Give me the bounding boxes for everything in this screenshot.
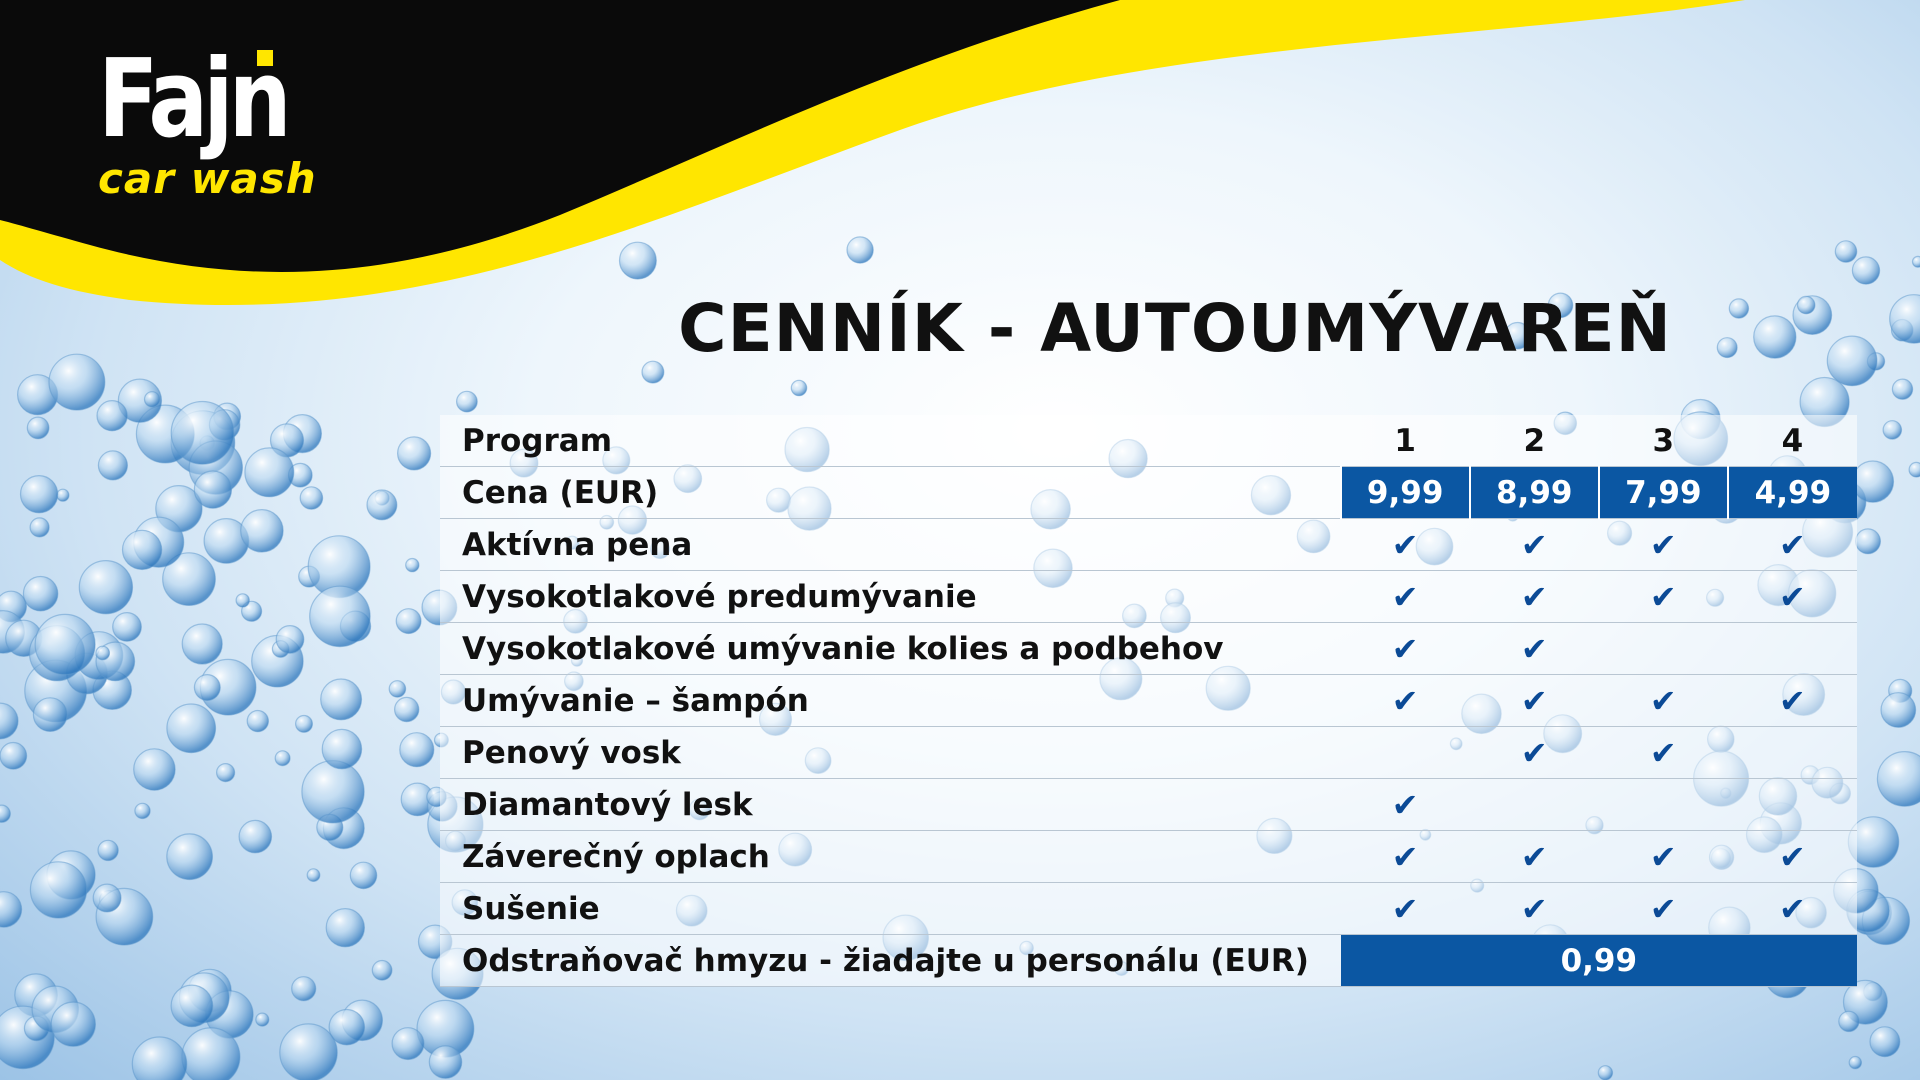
water-droplet xyxy=(1839,1011,1859,1031)
checkmark-icon: ✔ xyxy=(1649,681,1677,720)
water-droplet xyxy=(367,490,397,520)
service-cell xyxy=(1341,883,1470,935)
checkmark-icon: ✔ xyxy=(1649,837,1677,876)
checkmark-icon: ✔ xyxy=(1779,525,1806,564)
service-cell xyxy=(1341,727,1470,779)
water-droplet xyxy=(171,402,234,465)
water-droplet xyxy=(241,510,283,552)
service-row xyxy=(440,883,1857,935)
water-droplet xyxy=(389,681,405,697)
water-droplet xyxy=(132,1037,186,1080)
water-droplet xyxy=(1849,1057,1861,1069)
water-droplet xyxy=(57,489,69,501)
water-droplet xyxy=(398,437,431,470)
checkmark-icon: ✔ xyxy=(1779,577,1806,616)
water-droplet xyxy=(1598,1066,1612,1080)
checkmark-icon: ✔ xyxy=(1391,629,1419,668)
water-droplet xyxy=(51,1002,95,1046)
service-label: Aktívna pena xyxy=(440,519,1341,571)
checkmark-icon: ✔ xyxy=(1520,733,1548,772)
water-droplet xyxy=(296,716,313,733)
service-cell xyxy=(1599,779,1728,831)
checkmark-icon: ✔ xyxy=(1391,837,1419,876)
water-droplet xyxy=(236,594,249,607)
water-droplet xyxy=(194,675,220,701)
service-row xyxy=(440,519,1857,571)
water-droplet xyxy=(0,703,18,739)
service-cell xyxy=(1470,727,1599,779)
water-droplet xyxy=(1892,379,1912,399)
checkmark-icon: ✔ xyxy=(1391,681,1419,720)
logo-wordmark: Fajn xyxy=(98,37,287,162)
water-droplet xyxy=(307,869,320,882)
water-droplet xyxy=(135,803,150,818)
water-droplet xyxy=(322,729,361,768)
water-droplet xyxy=(145,392,160,407)
service-label: Vysokotlakové predumývanie xyxy=(440,571,1341,623)
service-cell xyxy=(1728,883,1857,935)
checkmark-icon: ✔ xyxy=(1520,837,1548,876)
water-droplet xyxy=(182,624,222,664)
price-row xyxy=(440,467,1857,519)
water-droplet xyxy=(396,609,421,634)
water-droplet xyxy=(372,961,392,981)
service-row xyxy=(440,779,1857,831)
water-droplet xyxy=(239,820,271,852)
water-droplet xyxy=(400,733,434,767)
water-droplet xyxy=(171,985,213,1027)
water-droplet xyxy=(33,698,67,732)
program-price: 4,99 xyxy=(1728,467,1857,519)
checkmark-icon: ✔ xyxy=(1520,525,1548,564)
program-number: 3 xyxy=(1599,415,1728,467)
checkmark-icon: ✔ xyxy=(1649,577,1677,616)
water-droplet xyxy=(30,862,86,918)
logo xyxy=(98,37,318,203)
service-row xyxy=(440,623,1857,675)
service-cell xyxy=(1470,675,1599,727)
service-row xyxy=(440,571,1857,623)
water-droplet xyxy=(20,476,57,513)
water-droplet xyxy=(292,977,316,1001)
water-droplet xyxy=(0,805,10,822)
water-droplet xyxy=(79,561,132,614)
checkmark-icon: ✔ xyxy=(1649,733,1677,772)
water-droplet xyxy=(123,530,162,569)
water-droplet xyxy=(0,892,22,927)
program-number: 2 xyxy=(1470,415,1599,467)
water-droplet xyxy=(27,417,49,439)
service-cell xyxy=(1341,519,1470,571)
checkmark-icon: ✔ xyxy=(1520,577,1548,616)
water-droplet xyxy=(23,577,57,611)
water-droplet xyxy=(0,743,27,770)
water-droplet xyxy=(113,613,142,642)
service-cell xyxy=(1599,623,1728,675)
water-droplet xyxy=(395,697,419,721)
program-price: 9,99 xyxy=(1341,467,1470,519)
water-droplet xyxy=(49,354,105,410)
service-label: Vysokotlakové umývanie kolies a podbehov xyxy=(440,623,1341,675)
extra-service-row xyxy=(440,935,1857,987)
water-droplet xyxy=(98,840,118,860)
water-droplet xyxy=(247,711,268,732)
water-droplet xyxy=(98,451,127,480)
water-droplet xyxy=(1852,461,1893,502)
service-cell xyxy=(1728,727,1857,779)
service-cell xyxy=(1341,675,1470,727)
water-droplet xyxy=(310,586,370,646)
logo-tagline: car wash xyxy=(98,154,317,203)
program-price: 8,99 xyxy=(1470,467,1599,519)
water-droplet xyxy=(1881,693,1916,728)
service-row xyxy=(440,675,1857,727)
program-price: 7,99 xyxy=(1599,467,1728,519)
price-label: Cena (EUR) xyxy=(440,467,1341,519)
water-droplet xyxy=(429,1046,461,1078)
service-cell xyxy=(1728,519,1857,571)
service-cell xyxy=(1728,675,1857,727)
water-droplet xyxy=(1883,421,1901,439)
checkmark-icon: ✔ xyxy=(1391,525,1419,564)
service-label: Umývanie – šampón xyxy=(440,675,1341,727)
checkmark-icon: ✔ xyxy=(1520,681,1548,720)
service-cell xyxy=(1599,571,1728,623)
service-cell xyxy=(1470,571,1599,623)
water-droplet xyxy=(275,751,290,766)
program-header-row xyxy=(440,415,1857,467)
program-number: 4 xyxy=(1728,415,1857,467)
price-table-body xyxy=(440,415,1857,987)
water-droplet xyxy=(280,1024,337,1080)
checkmark-icon: ✔ xyxy=(1391,785,1419,824)
water-droplet xyxy=(97,401,127,431)
water-droplet xyxy=(457,391,478,412)
water-droplet xyxy=(1877,752,1920,807)
service-label: Penový vosk xyxy=(440,727,1341,779)
water-droplet xyxy=(217,764,235,782)
water-droplet xyxy=(392,1028,424,1060)
service-cell xyxy=(1728,571,1857,623)
water-droplet xyxy=(245,448,294,497)
water-droplet xyxy=(276,626,304,654)
water-droplet xyxy=(791,380,806,395)
checkmark-icon: ✔ xyxy=(1649,889,1677,928)
checkmark-icon: ✔ xyxy=(1391,577,1419,616)
service-label: Sušenie xyxy=(440,883,1341,935)
service-cell xyxy=(1341,571,1470,623)
service-label: Záverečný oplach xyxy=(440,831,1341,883)
checkmark-icon: ✔ xyxy=(1779,889,1806,928)
service-cell xyxy=(1599,831,1728,883)
service-cell xyxy=(1728,779,1857,831)
extra-service-price: 0,99 xyxy=(1341,935,1857,987)
service-cell xyxy=(1728,831,1857,883)
checkmark-icon: ✔ xyxy=(1649,525,1677,564)
checkmark-icon: ✔ xyxy=(1391,889,1419,928)
checkmark-icon: ✔ xyxy=(1779,837,1806,876)
service-cell xyxy=(1470,623,1599,675)
service-row xyxy=(440,831,1857,883)
service-cell xyxy=(1470,519,1599,571)
water-droplet xyxy=(30,518,49,537)
service-cell xyxy=(1470,883,1599,935)
water-droplet xyxy=(300,487,322,509)
service-cell xyxy=(1599,675,1728,727)
service-cell xyxy=(1599,727,1728,779)
water-droplet xyxy=(302,761,364,823)
water-droplet xyxy=(1870,1027,1900,1057)
service-cell xyxy=(1341,623,1470,675)
water-droplet xyxy=(167,704,216,753)
water-droplet xyxy=(1835,241,1856,262)
water-droplet xyxy=(167,834,213,880)
price-table xyxy=(440,415,1857,987)
checkmark-icon: ✔ xyxy=(1520,889,1548,928)
water-droplet xyxy=(134,749,175,790)
program-header-label: Program xyxy=(440,415,1341,467)
water-droplet xyxy=(350,862,376,888)
water-droplet xyxy=(406,559,419,572)
water-droplet xyxy=(1856,529,1881,554)
page-title: CENNÍK - AUTOUMÝVAREŇ xyxy=(678,290,1672,367)
water-droplet xyxy=(256,1013,269,1026)
service-cell xyxy=(1341,779,1470,831)
service-cell xyxy=(1728,623,1857,675)
service-cell xyxy=(1599,883,1728,935)
service-row xyxy=(440,727,1857,779)
water-droplet xyxy=(93,884,121,912)
service-label: Diamantový lesk xyxy=(440,779,1341,831)
water-droplet xyxy=(847,237,873,263)
water-droplet xyxy=(1852,257,1879,284)
water-droplet xyxy=(620,242,657,279)
extra-service-label: Odstraňovač hmyzu - žiadajte u personálu (EUR) xyxy=(440,935,1341,987)
water-droplet xyxy=(182,1028,240,1080)
water-droplet xyxy=(194,471,231,508)
program-number: 1 xyxy=(1341,415,1470,467)
water-droplet xyxy=(321,679,362,720)
water-droplet xyxy=(96,646,110,660)
checkmark-icon: ✔ xyxy=(1520,629,1548,668)
water-droplet xyxy=(1909,462,1920,477)
service-cell xyxy=(1341,831,1470,883)
checkmark-icon: ✔ xyxy=(1779,681,1806,720)
service-cell xyxy=(1599,519,1728,571)
service-cell xyxy=(1470,831,1599,883)
water-droplet xyxy=(326,909,364,947)
water-droplet xyxy=(35,614,95,674)
water-droplet xyxy=(1913,256,1920,267)
service-cell xyxy=(1470,779,1599,831)
